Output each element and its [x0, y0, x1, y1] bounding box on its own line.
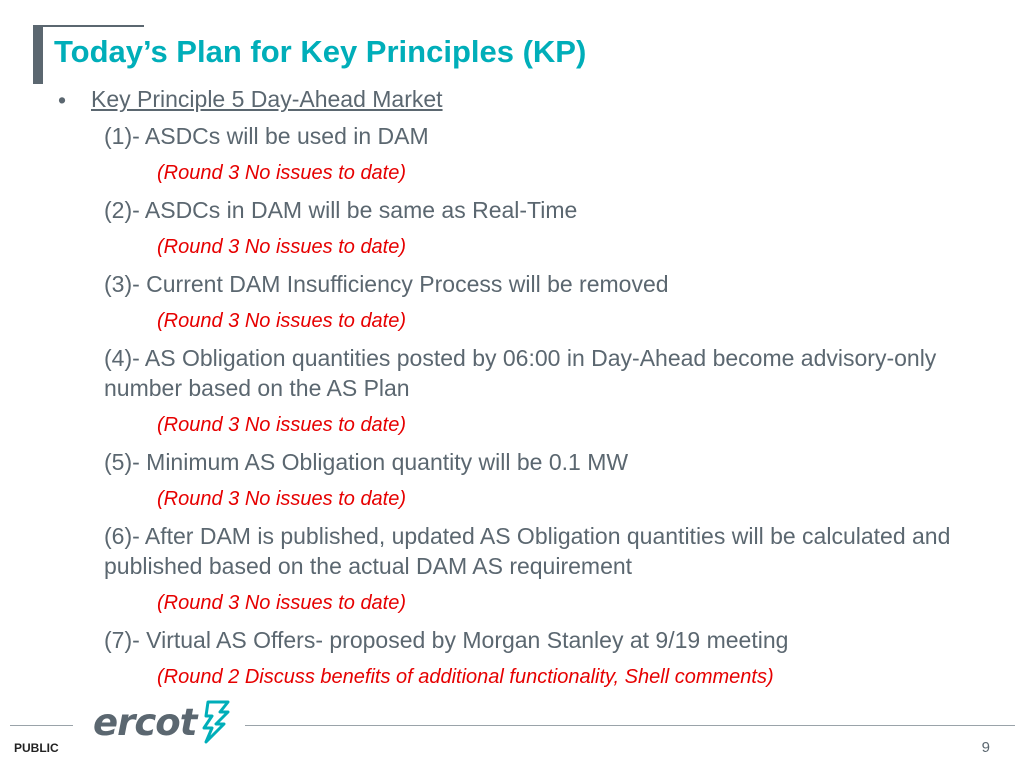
ercot-logo: [93, 700, 232, 744]
title-accent-bar: [33, 25, 43, 84]
principle-status-5: (Round 3 No issues to date): [157, 488, 407, 510]
principle-item-5: (5)- Minimum AS Obligation quantity will be 0.1 MW: [104, 449, 629, 475]
principle-item-7: (7)- Virtual AS Offers- proposed by Morgan Stanley at 9/19 meeting: [104, 627, 789, 653]
principles-list: [104, 121, 994, 699]
principle-status-1: (Round 3 No issues to date): [157, 162, 407, 184]
principle-status-3: (Round 3 No issues to date): [157, 310, 407, 332]
slide-title: Today’s Plan for Key Principles (KP): [54, 34, 587, 69]
page-number: 9: [981, 739, 990, 756]
principle-item-1: (1)- ASDCs will be used in DAM: [104, 123, 429, 149]
lightning-bolt-icon: [198, 700, 232, 744]
principle-status-2: (Round 3 No issues to date): [157, 236, 407, 258]
key-principle-heading: Key Principle 5 Day-Ahead Market: [91, 86, 443, 112]
principle-status-4: (Round 3 No issues to date): [157, 414, 407, 436]
principle-item-3: (3)- Current DAM Insufficiency Process will be removed: [104, 271, 669, 297]
principle-item-2: (2)- ASDCs in DAM will be same as Real-Time: [104, 197, 578, 223]
logo-wordmark: ercot: [93, 700, 197, 744]
principle-item-6: (6)- After DAM is published, updated AS Obligation quantities will be calculated and published based on the actual DAM AS requirement: [104, 523, 951, 579]
footer-divider-left: [10, 725, 73, 726]
principle-item-4: (4)- AS Obligation quantities posted by 06:00 in Day-Ahead become advisory-only number based on the AS Plan: [104, 345, 937, 401]
title-accent-line: [33, 25, 144, 27]
footer-divider-right: [245, 725, 1015, 726]
bullet-point: •: [58, 87, 67, 113]
principle-status-7: (Round 2 Discuss benefits of additional functionality, Shell comments): [157, 666, 774, 688]
principle-status-6: (Round 3 No issues to date): [157, 592, 407, 614]
classification-label: PUBLIC: [14, 741, 59, 755]
